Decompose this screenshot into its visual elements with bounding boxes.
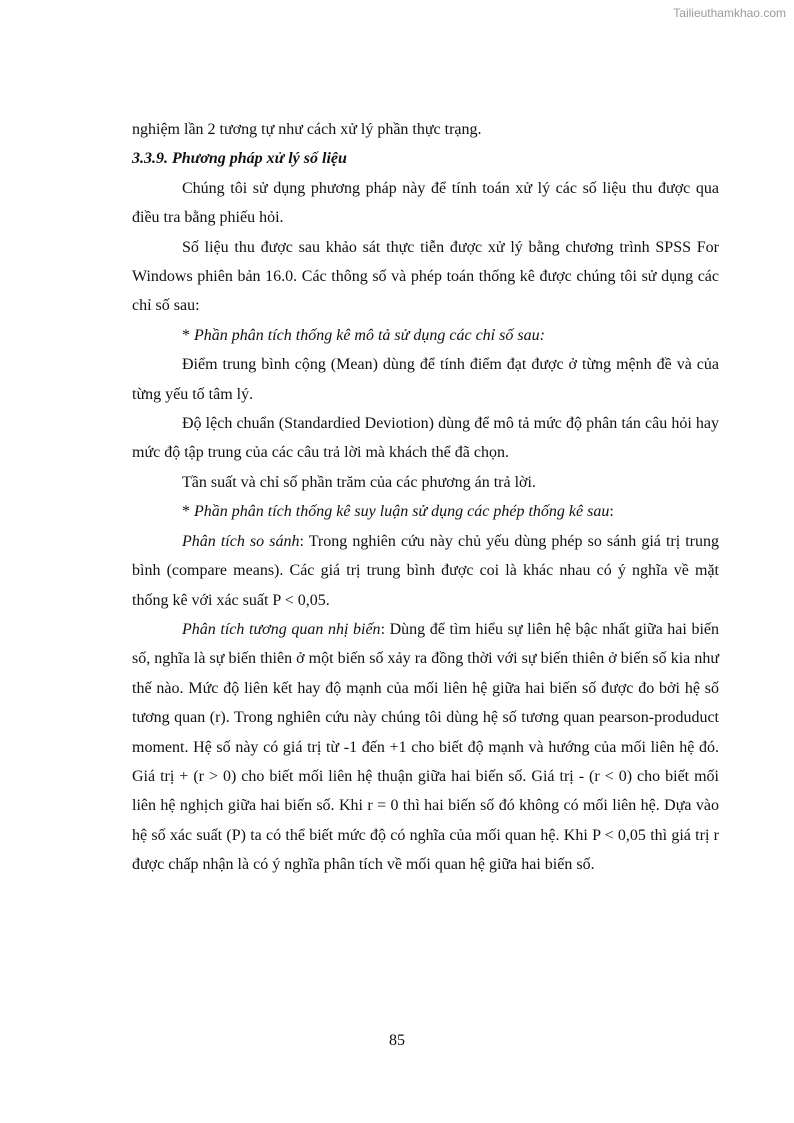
bullet-star: * xyxy=(182,326,194,344)
page-number: 85 xyxy=(389,1032,405,1049)
paragraph-2: Số liệu thu được sau khảo sát thực tiễn được xử lý bằng chương trình SPSS For Windows phiên bản 16.0. Các thông số và phép toán thống kê được chúng tôi sử dụng các chỉ số sau: xyxy=(132,238,719,315)
paragraph-5: Độ lệch chuẩn (Standardied Deviotion) dùng để mô tả mức độ phân tán câu hỏi hay mức độ tập trung của các câu trả lời mà khách thể đã chọn. xyxy=(132,415,719,462)
correlation-analysis-text: : Dùng để tìm hiểu sự liên hệ bậc nhất giữa hai biến số, nghĩa là sự biến thiên ở một biến số xảy ra đồng thời với sự biến thiên ở biến số kia như thế nào. Mức độ liên kết hay độ mạnh của mối liên hệ giữa hai biến số được đo bởi hệ số tương quan (r). Trong nghiên cứu này chúng tôi dùng hệ số tương quan pearson-produduct moment. Hệ số này có giá trị từ -1 đến +1 cho biết độ mạnh và hướng của mối liên hệ đó. Giá trị + (r > 0) cho biết mối liên hệ thuận giữa hai biến số. Giá trị - (r < 0) cho biết mối liên hệ nghịch giữa hai biến số. Khi r = 0 thì hai biến số đó không có mối liên hệ. Dựa vào hệ số xác suất (P) ta có thể biết mức độ có nghĩa của mối quan hệ. Khi P < 0,05 thì giá trị r được chấp nhận là có ý nghĩa phân tích về mối quan hệ giữa hai biến số. xyxy=(132,620,720,874)
paragraph-6: Tần suất và chỉ số phần trăm của các phương án trả lời. xyxy=(182,473,536,491)
intro-line: nghiệm lần 2 tương tự như cách xử lý phần thực trạng. xyxy=(132,121,482,138)
colon: : xyxy=(609,503,614,521)
watermark-text: Tailieuthamkhao.com xyxy=(673,6,786,20)
paragraph-1: Chúng tôi sử dụng phương pháp này để tính toán xử lý các số liệu thu được qua điều tra bằng phiếu hỏi. xyxy=(132,179,719,227)
paragraph-3 xyxy=(132,321,719,350)
comparison-analysis-text: : Trong nghiên cứu này chủ yếu dùng phép so sánh giá trị trung bình (compare means). Các giá trị trung bình được coi là khác nhau có ý nghĩa về mặt thống kê với xác suất P < 0,05. xyxy=(132,532,720,609)
paragraph-7 xyxy=(132,497,719,526)
comparison-analysis-term: Phân tích so sánh xyxy=(182,532,300,550)
bullet-star: * xyxy=(182,503,194,521)
document-body xyxy=(132,115,719,880)
correlation-analysis-term: Phân tích tương quan nhị biến xyxy=(182,620,381,638)
paragraph-4: Điểm trung bình cộng (Mean) dùng để tính điểm đạt được ở từng mệnh đề và của từng yếu tố tâm lý. xyxy=(132,356,719,403)
inferential-stats-label: Phần phân tích thống kê suy luận sử dụng các phép thống kê sau xyxy=(194,503,610,521)
paragraph-9 xyxy=(132,615,719,880)
paragraph-8 xyxy=(132,527,719,615)
descriptive-stats-label: Phần phân tích thống kê mô tả sử dụng các chỉ số sau: xyxy=(194,326,545,344)
section-heading: 3.3.9. Phương pháp xử lý số liệu xyxy=(132,150,347,168)
